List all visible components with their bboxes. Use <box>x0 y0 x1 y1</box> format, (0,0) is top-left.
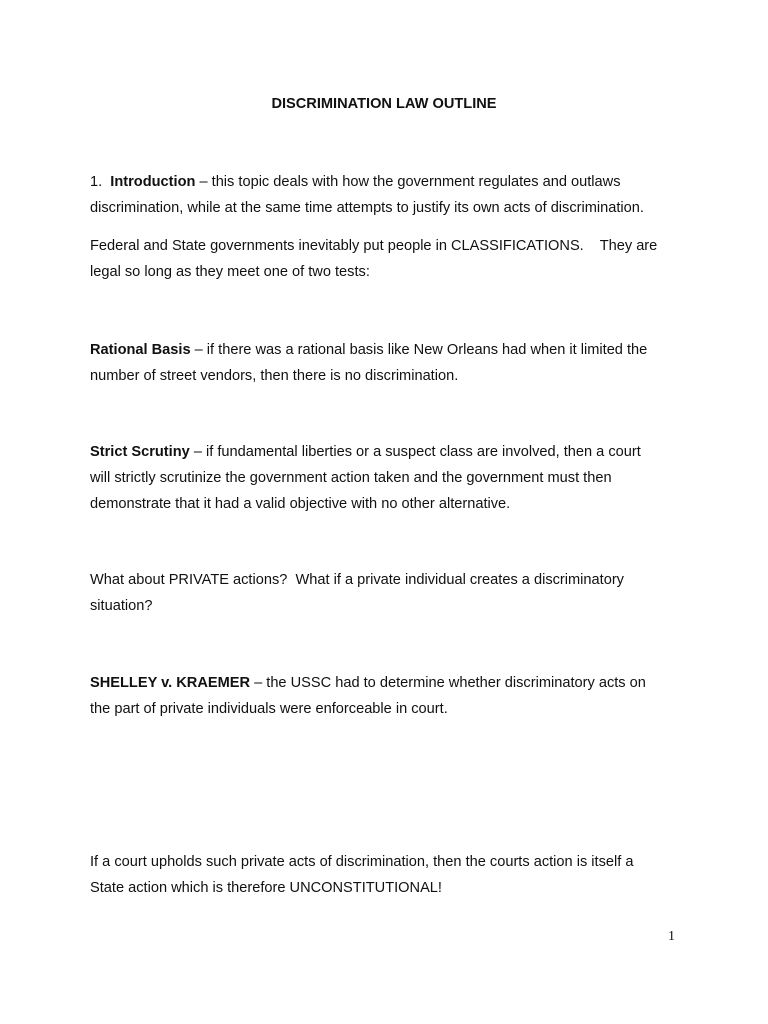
intro-number: 1. <box>90 174 103 190</box>
intro-text-line-2: discrimination, while at the same time attempts to justify its own acts of discrimination. <box>90 200 644 216</box>
intro-text-line-1: – this topic deals with how the government regulates and outlaws <box>199 174 621 190</box>
intro-paragraph <box>90 169 690 221</box>
classifications-text-line-2: legal so long as they meet one of two tests: <box>90 264 370 280</box>
private-actions-text-line-2: situation? <box>90 598 153 614</box>
courts-action-paragraph <box>90 849 690 901</box>
classifications-paragraph <box>90 233 690 285</box>
private-actions-text-line-1: What about PRIVATE actions? What if a private individual creates a discriminatory <box>90 572 624 588</box>
shelley-v-kraemer-heading: SHELLEY v. KRAEMER <box>90 675 251 691</box>
strict-scrutiny-text-line-1: – if fundamental liberties or a suspect class are involved, then a court <box>193 444 641 460</box>
rational-basis-heading: Rational Basis <box>90 342 191 358</box>
classifications-text-line-1: Federal and State governments inevitably put people in CLASSIFICATIONS. They are <box>90 238 658 254</box>
courts-text-line-2: State action which is therefore UNCONSTITUTIONAL! <box>90 880 442 896</box>
rational-basis-text-line-1: – if there was a rational basis like New Orleans had when it limited the <box>194 342 648 358</box>
strict-scrutiny-paragraph <box>90 439 690 517</box>
strict-scrutiny-text-line-3: demonstrate that it had a valid objective with no other alternative. <box>90 496 511 512</box>
courts-text-line-1: If a court upholds such private acts of discrimination, then the courts action is itself a <box>90 854 634 870</box>
strict-scrutiny-heading: Strict Scrutiny <box>90 444 190 460</box>
shelley-v-kraemer-paragraph <box>90 670 690 722</box>
page-number: 1 <box>668 929 675 944</box>
strict-scrutiny-text-line-2: will strictly scrutinize the government action taken and the government must then <box>90 470 612 486</box>
private-actions-paragraph <box>90 567 690 619</box>
document-title: DISCRIMINATION LAW OUTLINE <box>271 96 497 112</box>
rational-basis-paragraph <box>90 337 690 389</box>
shelley-text-line-1: – the USSC had to determine whether discriminatory acts on <box>254 675 646 691</box>
intro-heading: Introduction <box>110 174 196 190</box>
rational-basis-text-line-2: number of street vendors, then there is no discrimination. <box>90 368 459 384</box>
shelley-text-line-2: the part of private individuals were enforceable in court. <box>90 701 448 717</box>
